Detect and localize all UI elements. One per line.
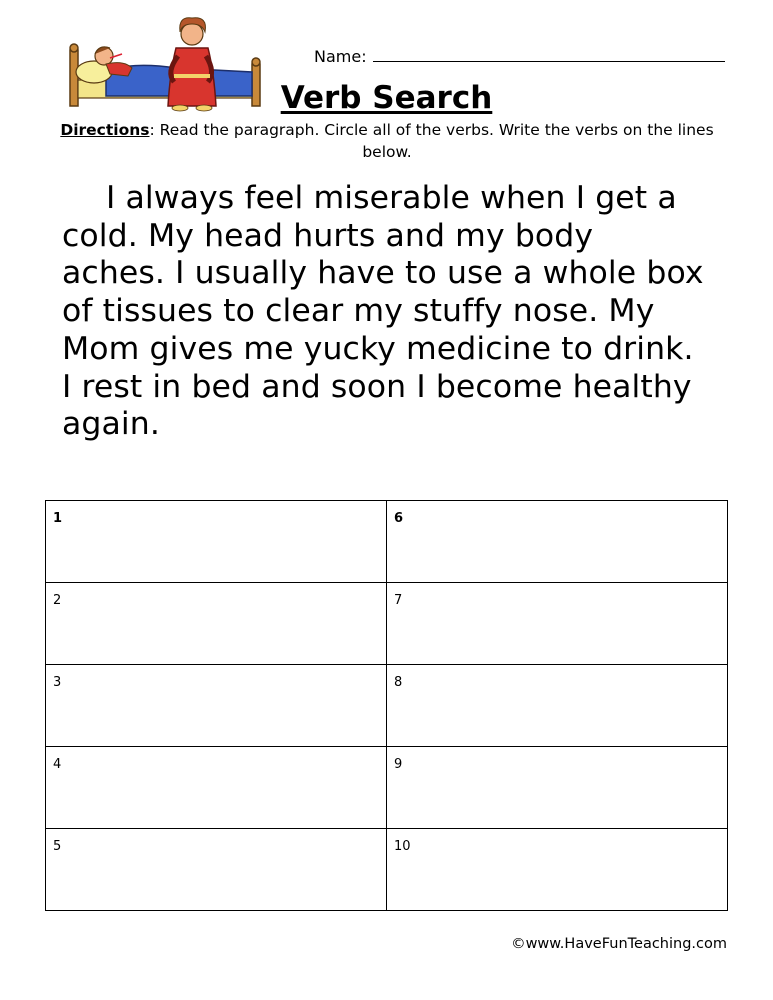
- copyright-footer: ©www.HaveFunTeaching.com: [511, 936, 727, 952]
- answer-cell[interactable]: 8: [387, 665, 728, 747]
- answer-cell[interactable]: 10: [387, 829, 728, 911]
- table-row: [46, 583, 728, 665]
- answer-cell[interactable]: 7: [387, 583, 728, 665]
- paragraph-line: of tissues to clear my stuffy nose. My: [62, 293, 655, 330]
- answer-cell[interactable]: 1: [46, 501, 387, 583]
- paragraph-line: I always feel miserable when I get a: [106, 180, 677, 216]
- paragraph-line: aches. I usually have to use a whole box: [62, 255, 704, 292]
- answer-cell[interactable]: 6: [387, 501, 728, 583]
- paragraph-line: cold. My head hurts and my body: [62, 217, 594, 254]
- table-row: [46, 501, 728, 583]
- table-row: [46, 747, 728, 829]
- answer-cell[interactable]: 4: [46, 747, 387, 829]
- table-row: [46, 665, 728, 747]
- directions-label: Directions: [60, 121, 150, 139]
- answer-table: [45, 500, 728, 911]
- directions-text: : Read the paragraph. Circle all of the verbs. Write the verbs on the lines below.: [149, 121, 714, 161]
- answer-cell[interactable]: 3: [46, 665, 387, 747]
- answer-cell[interactable]: 5: [46, 829, 387, 911]
- directions: [40, 119, 734, 163]
- answer-cell[interactable]: 9: [387, 747, 728, 829]
- reading-paragraph: [62, 180, 752, 444]
- name-blank-line[interactable]: [373, 47, 725, 62]
- table-row: [46, 829, 728, 911]
- name-label: Name:: [314, 47, 367, 66]
- answer-cell[interactable]: 2: [46, 583, 387, 665]
- worksheet-title: [0, 80, 773, 116]
- worksheet-title-text: Verb Search: [280, 80, 493, 116]
- paragraph-line: Mom gives me yucky medicine to drink.: [62, 330, 694, 367]
- name-field[interactable]: [314, 47, 725, 66]
- paragraph-line: again.: [62, 406, 160, 443]
- paragraph-line: I rest in bed and soon I become healthy: [62, 368, 692, 405]
